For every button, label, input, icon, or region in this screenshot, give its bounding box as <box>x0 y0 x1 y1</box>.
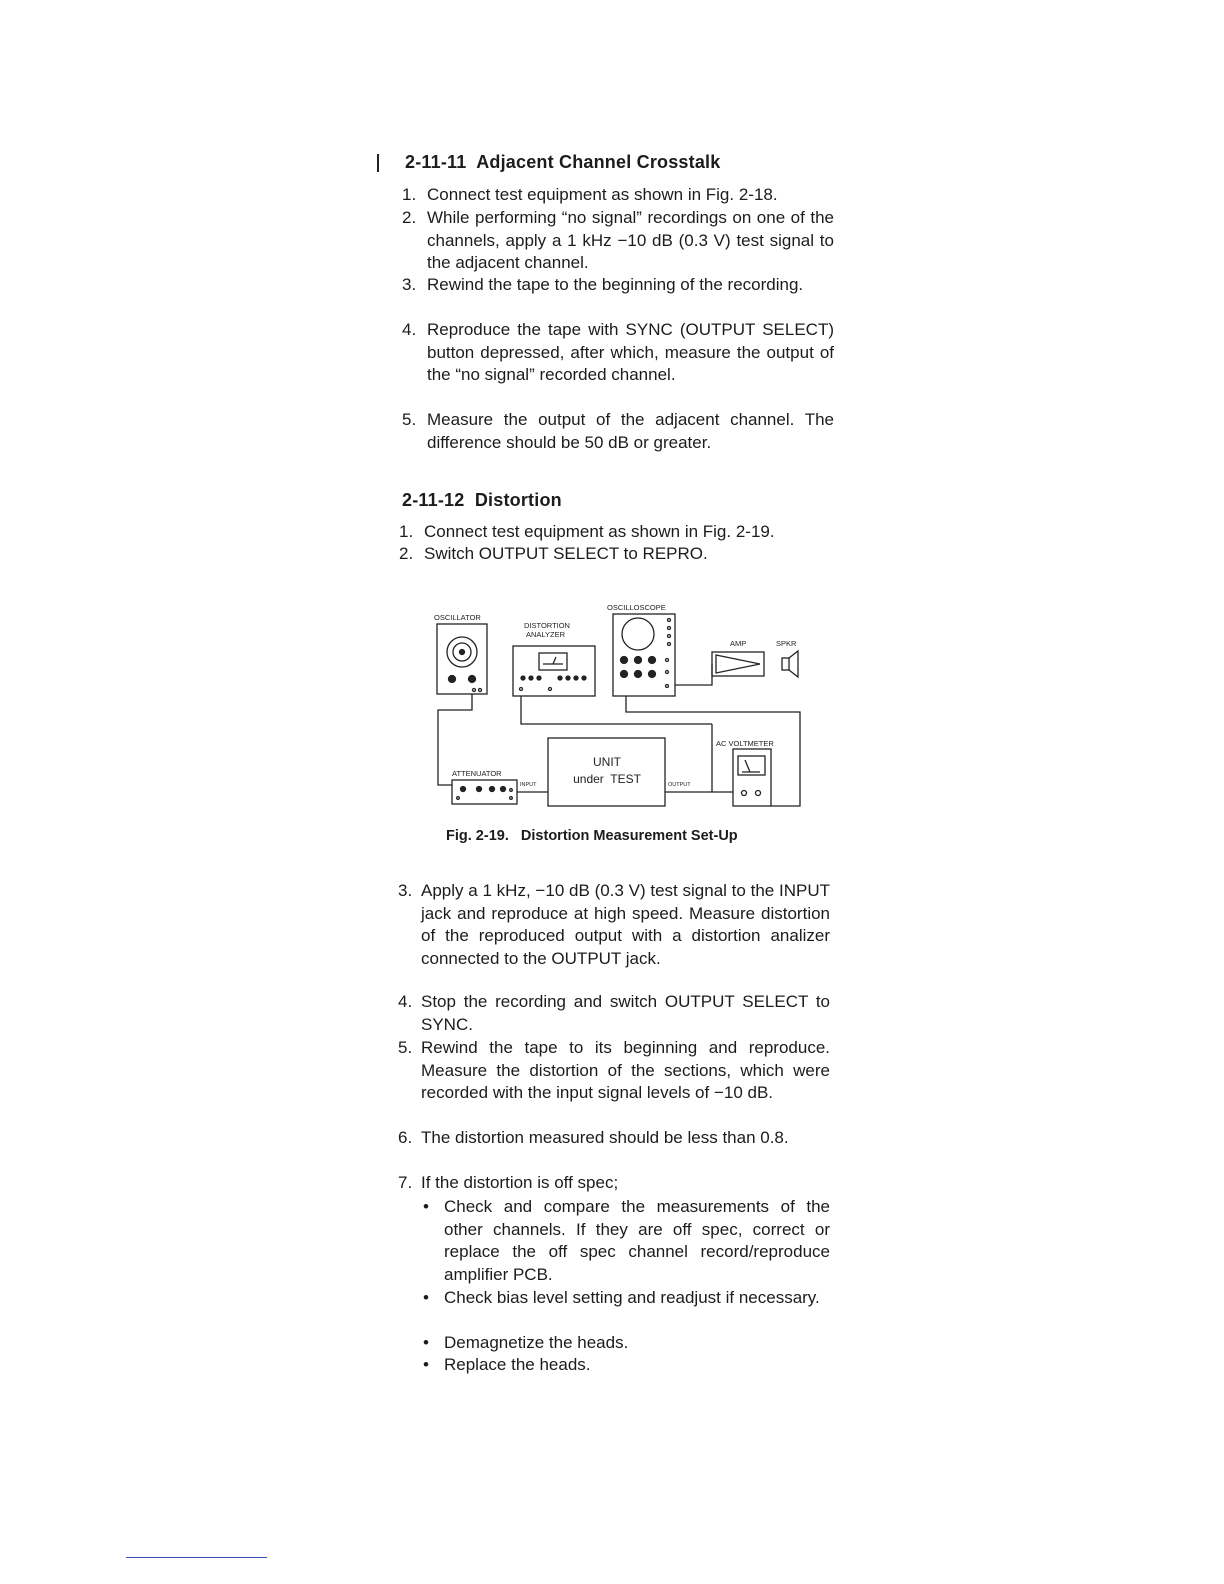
attenuator-box <box>452 780 517 804</box>
oscillator-label: OSCILLATOR <box>434 613 481 622</box>
oscillator-box <box>437 624 487 694</box>
bullet-text: Check and compare the measurements of the other channels. If they are off spec, correct or replace the off spec channel record/reproduce amplifier PCB. <box>444 1197 830 1284</box>
bullet-mark: • <box>423 1333 429 1352</box>
footnote-rule <box>126 1557 267 1558</box>
list-item <box>402 319 834 387</box>
bullet-mark: • <box>423 1288 429 1307</box>
step-text: While performing “no signal” recordings on one of the channels, apply a 1 kHz −10 dB (0.3 V) test signal to the adjacent channel. <box>427 208 834 272</box>
step-number: 2. <box>402 208 417 227</box>
revision-marker <box>377 154 379 172</box>
step-number: 1. <box>402 185 417 204</box>
spkr-label: SPKR <box>776 639 797 648</box>
unit-label: under TEST <box>573 772 641 786</box>
input-label: INPUT <box>520 782 537 788</box>
step-number: 1. <box>399 522 414 541</box>
step-text: The distortion measured should be less than 0.8. <box>421 1128 789 1147</box>
list-item <box>398 1127 830 1150</box>
list-item <box>398 880 830 970</box>
wire-scope-bus <box>626 696 800 806</box>
figure-caption: Fig. 2-19. Distortion Measurement Set-Up <box>446 828 738 844</box>
step-text: Rewind the tape to its beginning and reproduce. Measure the distortion of the sections, which were recorded with the input signal levels of −10 dB. <box>421 1038 830 1102</box>
step-number: 3. <box>402 275 417 294</box>
bullet-item <box>423 1287 830 1310</box>
distortion-analyzer-label: ANALYZER <box>526 630 566 639</box>
step-text: Apply a 1 kHz, −10 dB (0.3 V) test signal to the INPUT jack and reproduce at high speed. Measure distortion of the reproduced output with a distortion analizer connected to the OUTPUT jack. <box>421 881 830 968</box>
list-item <box>399 543 834 566</box>
bullet-text: Check bias level setting and readjust if necessary. <box>444 1288 820 1307</box>
wire-analyzer-bus <box>521 696 712 724</box>
step-number: 4. <box>402 320 417 339</box>
step-text: Rewind the tape to the beginning of the recording. <box>427 275 804 294</box>
step-number: 5. <box>402 410 417 429</box>
step-text: Reproduce the tape with SYNC (OUTPUT SELECT) button depressed, after which, measure the output of the “no signal” recorded channel. <box>427 320 834 384</box>
step-number: 6. <box>398 1128 413 1147</box>
amp-label: AMP <box>730 639 747 648</box>
bullet-item <box>423 1196 830 1286</box>
step-text: Connect test equipment as shown in Fig. 2-18. <box>427 185 778 204</box>
bullet-text: Demagnetize the heads. <box>444 1333 629 1352</box>
step-text: Measure the output of the adjacent channel. The difference should be 50 dB or greater. <box>427 410 834 452</box>
bullet-mark: • <box>423 1355 429 1374</box>
oscilloscope-screen <box>622 618 654 650</box>
distortion-setup-diagram <box>370 596 820 816</box>
step-number: 5. <box>398 1038 413 1057</box>
unit-label: UNIT <box>593 755 621 769</box>
bullet-item <box>423 1332 830 1355</box>
distortion-analyzer-label: DISTORTION <box>524 621 570 630</box>
list-item <box>399 521 834 544</box>
output-label: OUTPUT <box>668 782 691 788</box>
ac-voltmeter-label: AC VOLTMETER <box>716 739 774 748</box>
speaker-icon <box>782 658 789 670</box>
step-text: Switch OUTPUT SELECT to REPRO. <box>424 544 708 563</box>
list-item <box>402 409 834 454</box>
step-number: 3. <box>398 881 413 900</box>
bullet-text: Replace the heads. <box>444 1355 591 1374</box>
list-item <box>402 184 834 207</box>
step-text: Stop the recording and switch OUTPUT SELECT to SYNC. <box>421 992 830 1034</box>
oscilloscope-label: OSCILLOSCOPE <box>607 603 666 612</box>
bullet-item <box>423 1354 830 1377</box>
bullet-mark: • <box>423 1197 429 1216</box>
step-number: 4. <box>398 992 413 1011</box>
list-item <box>398 1172 830 1195</box>
wire-scope-amp <box>675 664 712 685</box>
step-text: If the distortion is off spec; <box>421 1173 619 1192</box>
step-text: Connect test equipment as shown in Fig. 2-19. <box>424 522 775 541</box>
list-item <box>402 207 834 275</box>
section-heading-distortion: 2-11-12 Distortion <box>402 490 562 510</box>
section-heading-crosstalk: 2-11-11 Adjacent Channel Crosstalk <box>405 152 721 172</box>
step-number: 7. <box>398 1173 413 1192</box>
attenuator-label: ATTENUATOR <box>452 769 502 778</box>
list-item <box>402 274 834 297</box>
oscilloscope-box <box>613 614 675 696</box>
step-number: 2. <box>399 544 414 563</box>
list-item <box>398 991 830 1036</box>
list-item <box>398 1037 830 1105</box>
